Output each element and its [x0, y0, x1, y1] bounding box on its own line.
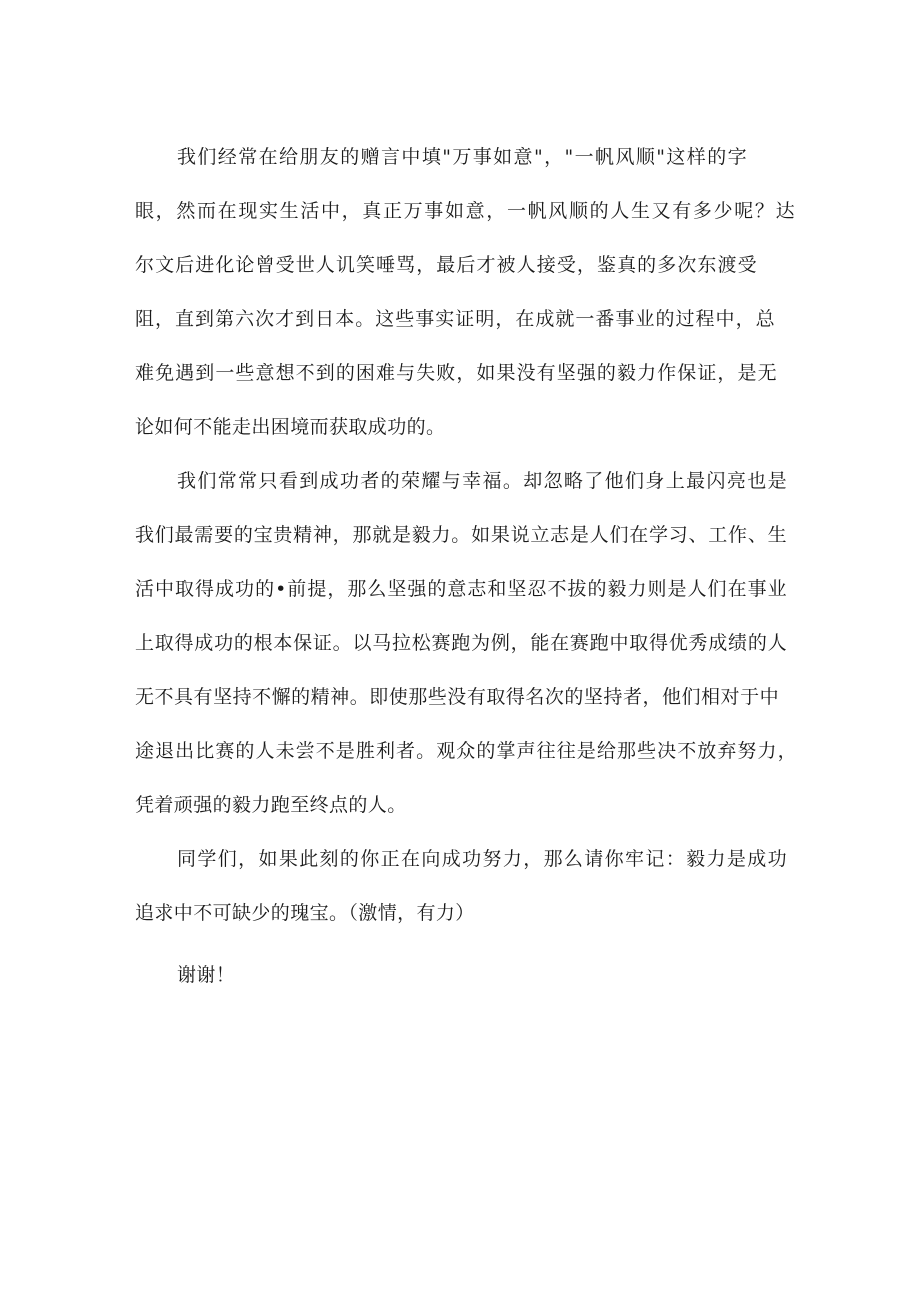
text-line: 我们最需要的宝贵精神，那就是毅力。如果说立志是人们在学习、工作、生 [135, 524, 787, 546]
text-line: 途退出比赛的人未尝不是胜利者。观众的掌声往往是给那些决不放弃努力， [135, 740, 797, 762]
text-line: 难免遇到一些意想不到的困难与失败，如果没有坚强的毅力作保证，是无 [135, 362, 777, 384]
text-line: 尔文后进化论曾受世人讥笑唾骂，最后才被人接受，鉴真的多次东渡受 [135, 254, 757, 276]
text-line: 论如何不能走出困境而获取成功的。 [135, 416, 446, 438]
text-line: 我们经常在给朋友的赠言中填"万事如意"，"一帆风顺"这样的字 [177, 146, 747, 168]
text-line: 追求中不可缺少的瑰宝。（激情，有力） [135, 902, 475, 924]
text-line: 上取得成功的根本保证。以马拉松赛跑为例，能在赛跑中取得优秀成绩的人 [135, 632, 787, 654]
text-line: 同学们，如果此刻的你正在向成功努力，那么请你牢记：毅力是成功 [177, 848, 787, 870]
text-line: 凭着顽强的毅力跑至终点的人。 [135, 794, 407, 816]
closing-text: 谢谢！ [177, 964, 236, 986]
text-line: 我们常常只看到成功者的荣耀与幸福。却忽略了他们身上最闪亮也是 [177, 470, 787, 492]
text-line: 无不具有坚持不懈的精神。即使那些没有取得名次的坚持者，他们相对于中 [135, 686, 779, 708]
text-line: 阻，直到第六次才到日本。这些事实证明，在成就一番事业的过程中，总 [135, 308, 775, 330]
text-line: 眼，然而在现实生活中，真正万事如意，一帆风顺的人生又有多少呢？达 [135, 200, 795, 222]
text-line: 活中取得成功的•前提，那么坚强的意志和坚忍不拔的毅力则是人们在事业 [135, 578, 787, 600]
